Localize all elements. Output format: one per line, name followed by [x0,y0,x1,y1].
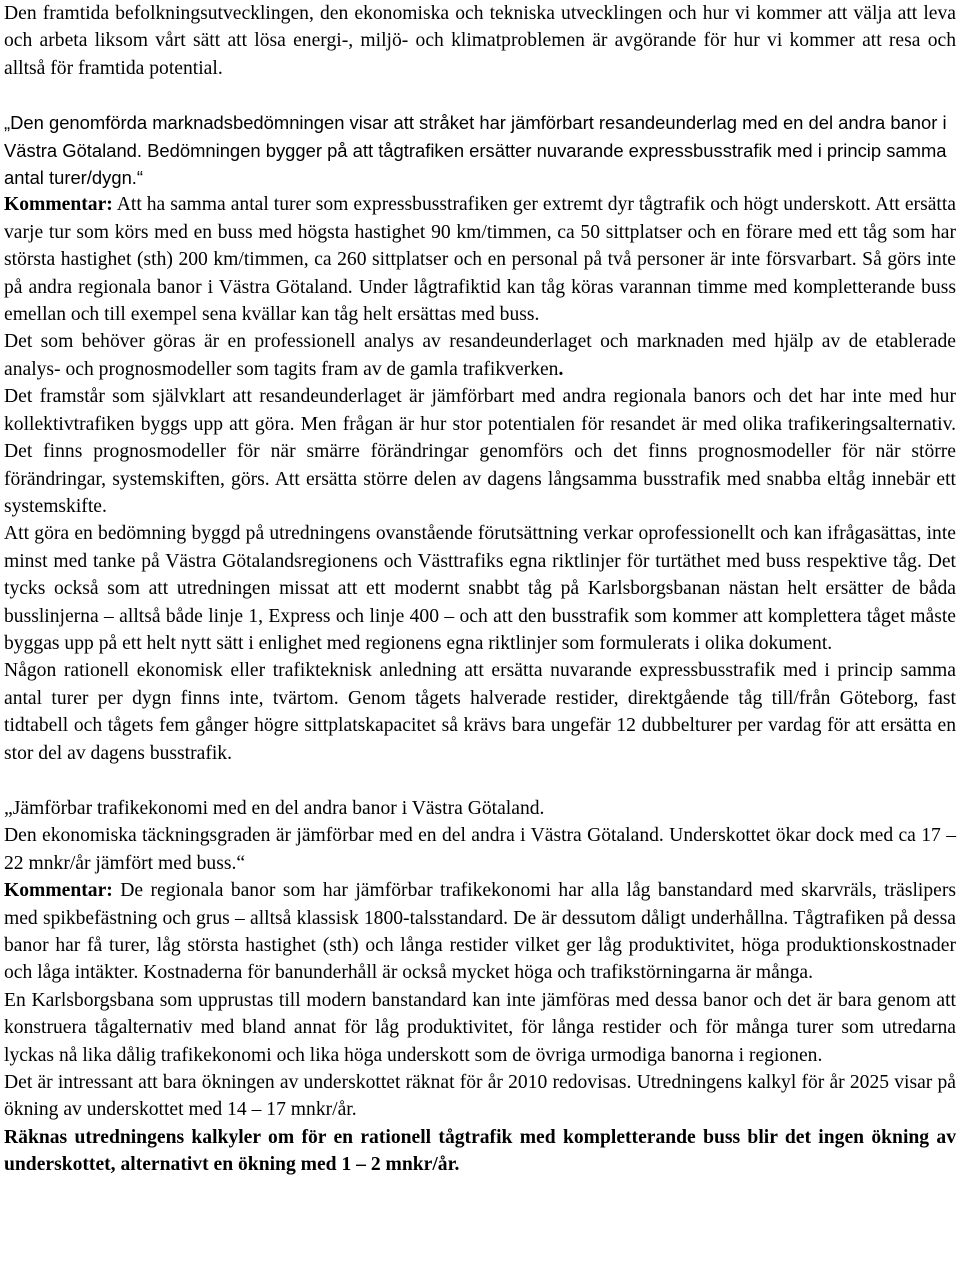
kommentar-paragraph-1 [4,191,956,328]
kommentar-text-2: De regionala banor som har jämförbar trafikekonomi har alla låg banstandard med skarvräls, träslipers med spikbefästning och grus – alltså klassisk 1800-talsstandard. De är dessutom dåligt underhållna. Tågtrafiken på dessa banor har få turer, låg största hastighet (sth) och långa restider vilket ger låg produktivitet, höga produktionskostnader och låga intäkter. Kostnaderna för banunderhåll är också mycket höga och trafikstörningarna är många. [4,880,956,984]
karlsborgsbana-paragraph: En Karlsborgsbana som upprustas till modern banstandard kan inte jämföras med dessa banor och det är bara genom att konstruera tågalternativ med bland annat för låg produktivitet, för långa restider och för många turer som utredarna lyckas nå lika dålig trafikekonomi och lika höga underskott som de övriga urmodiga banorna i regionen. [4,989,956,1066]
quote-trafikekonomi-body: Den ekonomiska täckningsgraden är jämförbar med en del andra i Västra Götaland. Underskottet ökar dock med ca 17 – 22 mnkr/år jämfört med buss.“ [4,825,956,874]
framstar-paragraph: Det framstår som självklart att resandeunderlaget är jämförbart med andra regionala banors och det har inte med hur kollektivtrafiken byggs upp att göra. Men frågan är hur stor potentialen för resandet är med olika trafikeringsalternativ. Det finns prognosmodeller för när smärre förändringar genomförs och det finns prognosmodeller för när större förändringar, systemskiften, görs. Att ersätta större delen av dagens långsamma busstrafik med snabba eltåg innebär ett systemskifte. [4,386,956,517]
kommentar-label-2: Kommentar: [4,880,113,902]
rationell-paragraph: Någon rationell ekonomisk eller trafikteknisk anledning att ersätta nuvarande expressbusstrafik med i princip samma antal turer per dygn finns inte, tvärtom. Genom tågets halverade restider, direktgående tåg till/från Göteborg, fast tidtabell och tågets fem gånger högre sittplatskapacitet så krävs bara ungefär 12 dubbelturer per vardag för att ersätta en stor del av dagens busstrafik. [4,660,956,764]
analys-period: . [558,358,564,380]
conclusion-text: Räknas utredningens kalkyler om för en rationell tågtrafik med kompletterande buss blir det ingen ökning av underskottet, alternativt en ökning med 1 – 2 mnkr/år. [4,1126,956,1176]
quote-trafikekonomi-title: „Jämförbar trafikekonomi med en del andra banor i Västra Götaland. [4,797,545,819]
intro-paragraph: Den framtida befolkningsutvecklingen, den ekonomiska och tekniska utvecklingen och hur vi kommer att välja att leva och arbeta liksom vårt sätt att lösa energi-, miljö- och klimatproblemen är avgörande för hur vi kommer att resa och alltså för framtida potential. [4,3,956,79]
quote-marknadsbedomning: „Den genomförda marknadsbedömningen visar att stråket har jämförbart resandeunderlag med en del andra banor i Västra Götaland. Bedömningen bygger på att tågtrafiken ersätter nuvarande expressbusstrafik med i princip samma antal turer/dygn.“ [4,112,947,189]
underskott-paragraph: Det är intressant att bara ökningen av underskottet räknat för år 2010 redovisas. Utredningens kalkyl för år 2025 visar på ökning av underskottet med 14 – 17 mnkr/år. [4,1072,956,1121]
conclusion-paragraph [4,1124,956,1179]
bedomning-paragraph: Att göra en bedömning byggd på utredningens ovanstående förutsättning verkar oprofessionellt och kan ifrågasättas, inte minst med tanke på Västra Götalandsregionens och Västtrafiks egna riktlinjer för turtäthet med buss respektive tåg. Det tycks också som att utredningen missat att ett modernt snabbt tåg på Karlsborgsbanan nästan helt ersätter de båda busslinjerna – alltså både linje 1, Express och linje 400 – och att den busstrafik som kommer att komplettera tåget måste byggas upp på ett helt nytt sätt i enlighet med regionens egna riktlinjer som formulerats i olika dokument. [4,523,956,654]
kommentar-paragraph-2 [4,877,956,987]
analys-text: Det som behöver göras är en professionell analys av resandeunderlaget och marknaden med hjälp av de etablerade analys- och prognosmodeller som tagits fram av de gamla trafikverken [4,331,956,380]
analys-paragraph [4,328,956,383]
kommentar-label: Kommentar: [4,194,113,216]
kommentar-text-1: Att ha samma antal turer som expressbusstrafiken ger extremt dyr tågtrafik och högt underskott. Att ersätta varje tur som körs med en buss med högsta hastighet 90 km/timmen, ca 50 sittplatser och en förare med ett tåg som har största hastighet (sth) 200 km/timmen, ca 260 sittplatser och en personal på två personer är inte försvarbart. Så görs inte på andra regionala banor i Västra Götaland. Under lågtrafiktid kan tåg köras varannan timme med kompletterande buss emellan och till exempel sena kvällar kan tåg helt ersättas med buss. [4,194,956,326]
